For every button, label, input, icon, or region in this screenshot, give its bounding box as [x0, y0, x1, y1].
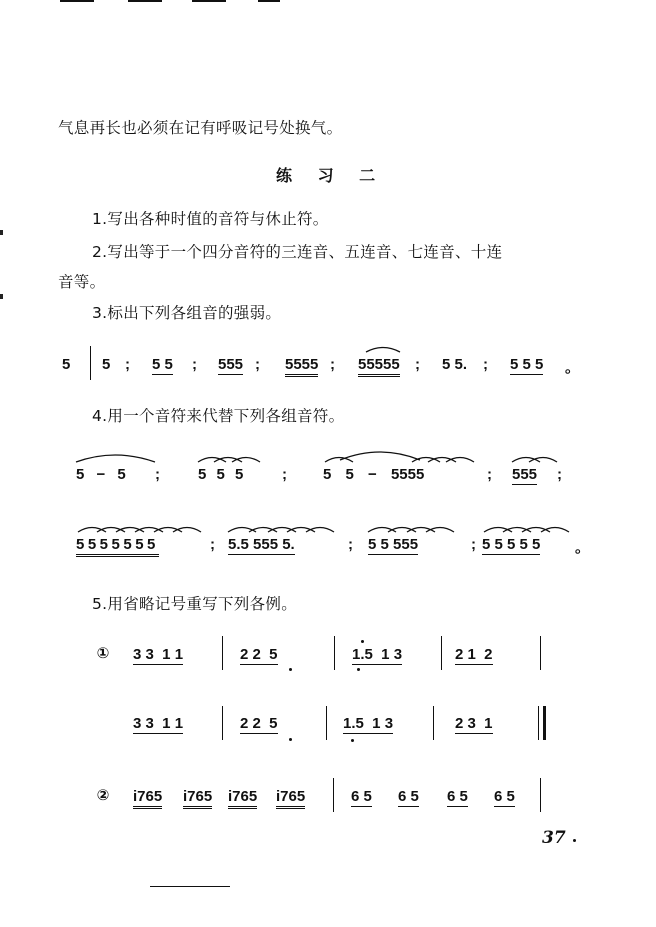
note-group: i765 — [183, 788, 212, 809]
question-3: 3.标出下列各组音的强弱。 — [92, 304, 282, 322]
top-scan-mark — [60, 0, 94, 2]
note-group: 6 5 — [447, 788, 468, 805]
slur — [287, 528, 315, 533]
question-1: 1.写出各种时值的音符与休止符。 — [92, 210, 329, 228]
example-1-number: ① — [96, 644, 110, 662]
measure: 1.5 1 3 — [343, 715, 394, 732]
separator: ; — [557, 466, 562, 483]
barline — [222, 706, 223, 740]
note-group: 5 5 5 5 5 — [482, 536, 541, 553]
question-5: 5.用省略记号重写下列各例。 — [92, 595, 297, 613]
note-group: 55555 — [358, 356, 400, 377]
example-1-label — [96, 643, 110, 662]
slur — [97, 528, 125, 533]
low-dot — [289, 668, 292, 671]
barline — [333, 778, 334, 812]
separator: 。 — [565, 359, 581, 376]
barline — [540, 778, 541, 812]
measure: 2 3 1 — [455, 715, 493, 732]
barline — [433, 706, 434, 740]
slur — [503, 528, 531, 533]
note-group: 5 5 5 — [198, 466, 244, 483]
slur — [306, 528, 334, 533]
page-number: 37 — [542, 828, 566, 848]
top-scan-mark — [192, 0, 226, 2]
note-group: 5555555 — [76, 536, 159, 557]
measure: 3 3 1 1 — [133, 646, 184, 663]
note-group: 5555 — [285, 356, 318, 377]
intro-line: 气息再长也必须在记有呼吸记号处换气。 — [58, 119, 343, 137]
separator: ; — [155, 466, 160, 483]
note-group: 5.5 555 5. — [228, 536, 295, 553]
slur — [340, 452, 420, 460]
top-scan-mark — [258, 0, 280, 2]
barline — [538, 706, 539, 740]
low-dot — [357, 668, 360, 671]
margin-scan-mark — [0, 230, 3, 235]
note-group: 5 — [102, 356, 111, 373]
high-dot — [361, 640, 364, 643]
measure: 2 2 5 — [240, 646, 278, 663]
note-group: 555 — [512, 466, 538, 483]
section-title: 练 习 二 — [276, 166, 386, 185]
barline — [90, 346, 91, 380]
barline — [334, 636, 335, 670]
top-scan-mark — [128, 0, 162, 2]
note-group: 6 5 — [398, 788, 419, 805]
question-2-line-1: 2.写出等于一个四分音符的三连音、五连音、七连音、十连 — [92, 243, 503, 261]
separator: ; — [330, 356, 335, 373]
slur — [512, 458, 540, 463]
slur — [173, 528, 201, 533]
note-group: 5 5 555 — [368, 536, 419, 553]
note-group: 555 — [218, 356, 244, 373]
question-4: 4.用一个音符来代替下列各组音符。 — [92, 407, 345, 425]
slur — [76, 455, 155, 462]
slur — [214, 458, 242, 463]
measure: 2 1 2 — [455, 646, 493, 663]
separator: ; — [415, 356, 420, 373]
measure: 2 2 5 — [240, 715, 278, 732]
separator: ; — [192, 356, 197, 373]
question-2-line-2: 音等。 — [58, 273, 106, 291]
bottom-scan-mark — [150, 886, 230, 887]
notation-lead: 5 — [62, 356, 71, 373]
slur — [368, 528, 396, 533]
measure: 3 3 1 1 — [133, 715, 184, 732]
slur — [407, 528, 435, 533]
note-group: 5 5 5 — [510, 356, 544, 373]
separator: ; — [282, 466, 287, 483]
slur — [249, 528, 277, 533]
separator: ; — [348, 536, 353, 553]
slur — [426, 528, 454, 533]
slur — [232, 458, 260, 463]
note-group: 5 5 − 5555 — [323, 466, 425, 483]
page-number-dot — [573, 839, 576, 842]
slur — [541, 528, 569, 533]
separator: ; — [471, 536, 476, 553]
separator: ; — [483, 356, 488, 373]
barline — [540, 636, 541, 670]
slur — [268, 528, 296, 533]
barline — [326, 706, 327, 740]
measure: 1.5 1 3 — [352, 646, 403, 663]
slur — [412, 458, 440, 463]
separator: ; — [487, 466, 492, 483]
note-group: 6 5 — [351, 788, 372, 805]
margin-scan-mark — [0, 294, 3, 299]
slur — [154, 528, 182, 533]
note-group: i765 — [133, 788, 162, 809]
slur — [484, 528, 512, 533]
low-dot — [351, 739, 354, 742]
note-group: 5 5 — [152, 356, 173, 373]
slur — [529, 458, 557, 463]
slur — [78, 528, 106, 533]
note-group: 5 − 5 — [76, 466, 126, 483]
slur — [116, 528, 144, 533]
slur — [522, 528, 550, 533]
separator: ; — [255, 356, 260, 373]
slur — [366, 348, 400, 353]
slur — [446, 458, 474, 463]
example-2-number: ② — [96, 786, 110, 804]
separator: 。 — [575, 539, 591, 556]
separator: ; — [210, 536, 215, 553]
note-group: 6 5 — [494, 788, 515, 805]
slur — [135, 528, 163, 533]
barline — [222, 636, 223, 670]
slur — [325, 458, 353, 463]
slur — [198, 458, 226, 463]
example-2-label — [96, 785, 110, 804]
slur — [388, 528, 416, 533]
note-group: 5 5. — [442, 356, 468, 373]
note-group: i765 — [276, 788, 305, 809]
low-dot — [289, 738, 292, 741]
final-barline — [543, 706, 546, 740]
barline — [441, 636, 442, 670]
note-group: i765 — [228, 788, 257, 809]
slur — [428, 458, 456, 463]
slur — [228, 528, 256, 533]
separator: ; — [125, 356, 130, 373]
